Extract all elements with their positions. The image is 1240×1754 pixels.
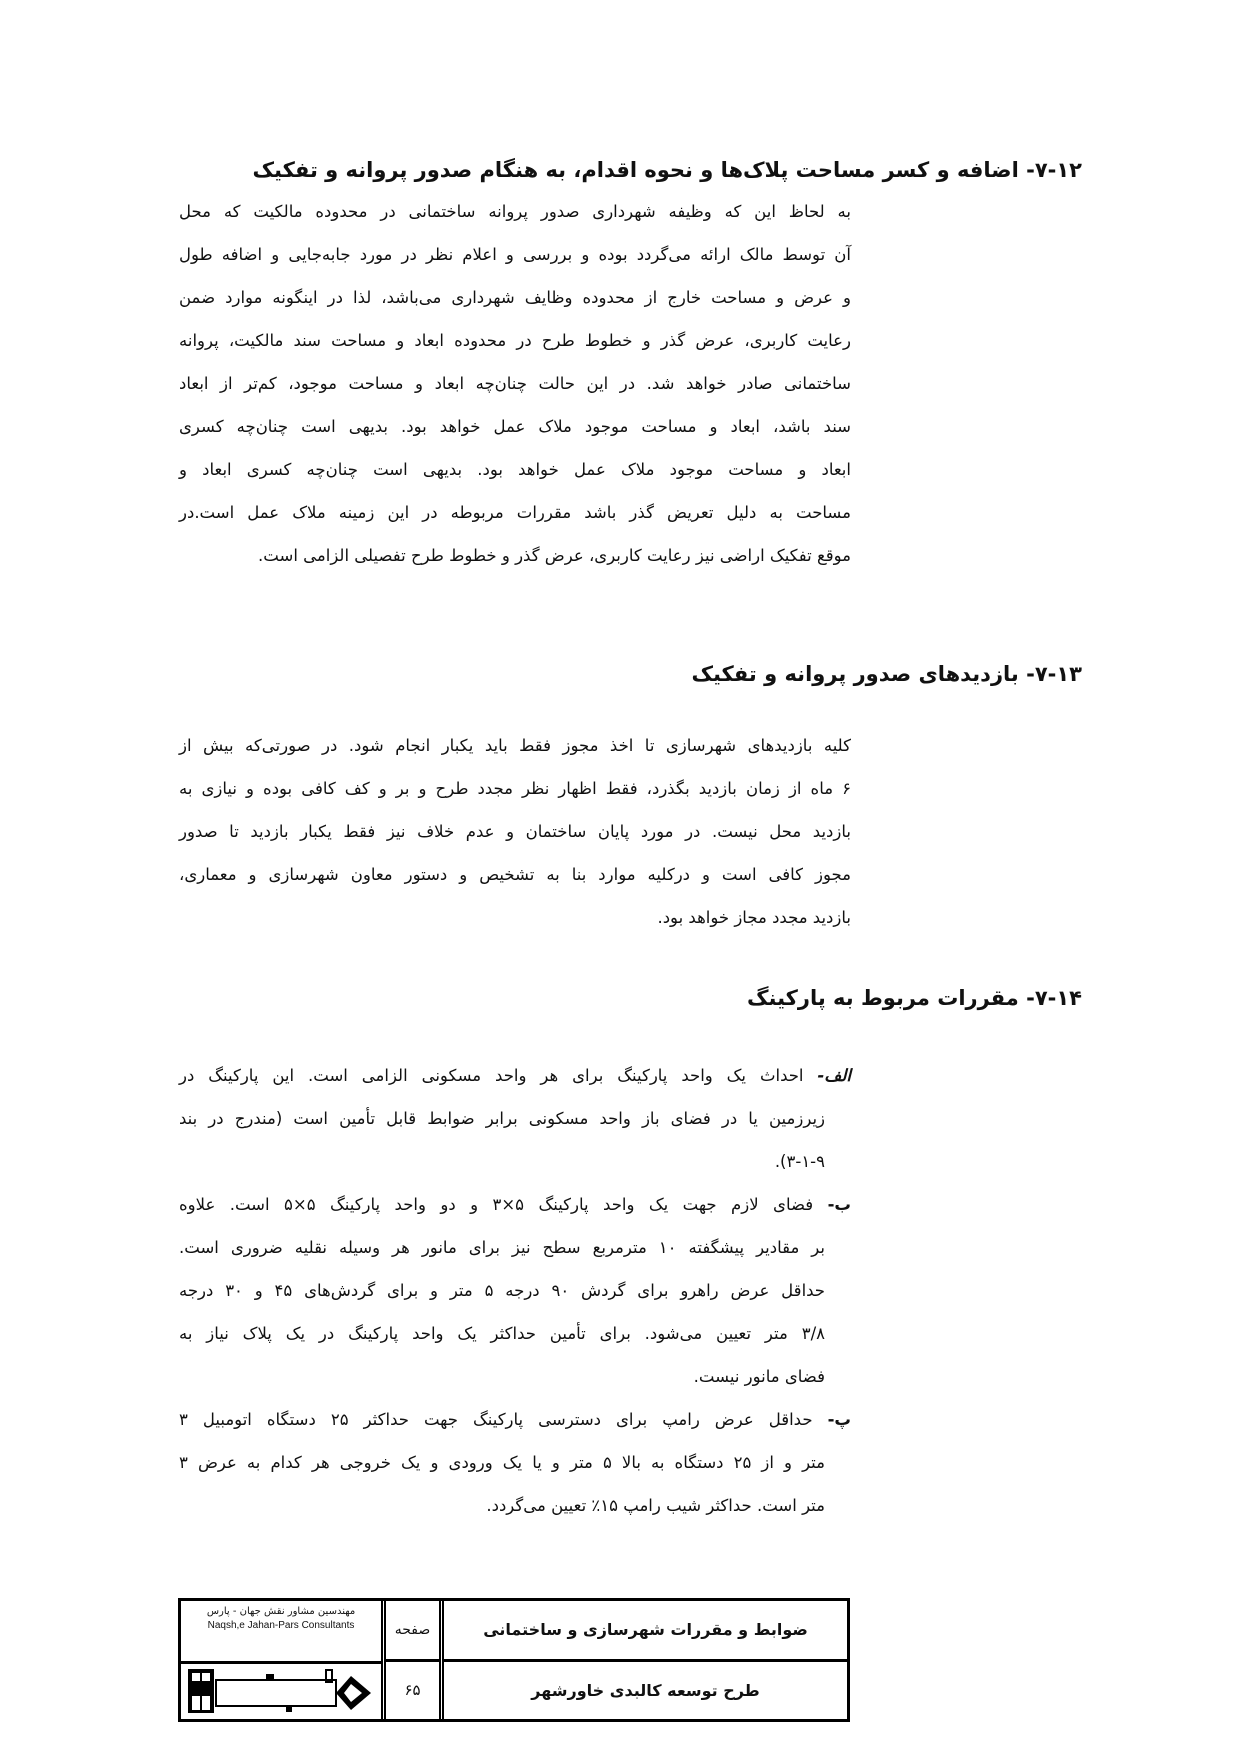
- text-line: مساحت به دلیل تعریض گذر باشد مقررات مربوطه در این زمینه ملاک عمل است.در: [179, 503, 851, 522]
- text-line: حداقل عرض راهرو برای گردش ۹۰ درجه ۵ متر و برای گردش‌های ۴۵ و ۳۰ درجه: [179, 1281, 826, 1300]
- text-line: بازدید مجدد مجاز خواهد بود.: [657, 908, 851, 927]
- section-heading-7-14: ۷-۱۴- مقررات مربوط به پارکینگ: [747, 986, 1082, 1010]
- text-line: موقع تفکیک اراضی نیز رعایت کاربری، عرض گذر و خطوط طرح تفصیلی الزامی است.: [258, 546, 851, 565]
- text-line: فضای مانور نیست.: [693, 1367, 825, 1386]
- company-name-en: Naqsh,e Jahan-Pars Consultants: [207, 1620, 355, 1631]
- text-line: احداث یک واحد پارکینگ برای هر واحد مسکونی الزامی است. این پارکینگ در: [179, 1066, 804, 1085]
- text-line: متر است. حداکثر شیب رامپ ۱۵٪ تعیین می‌گردد.: [486, 1496, 825, 1515]
- list-item-alef: [179, 1054, 851, 1183]
- section-heading-7-13: ۷-۱۳- بازدیدهای صدور پروانه و تفکیک: [691, 662, 1082, 686]
- text-line: سند باشد، ابعاد و مساحت موجود ملاک عمل خواهد بود. بدیهی است چنان‌چه کسری: [179, 417, 851, 436]
- text-line: مجوز کافی است و درکلیه موارد بنا به تشخیص و دستور معاون شهرسازی و معماری،: [179, 865, 851, 884]
- section-7-13-paragraph: [179, 724, 851, 939]
- item-label: ب-: [827, 1195, 852, 1214]
- section-7-14-items: [179, 1054, 851, 1527]
- section-heading-7-12: ۷-۱۲- اضافه و کسر مساحت پلاک‌ها و نحوه اقدام، به هنگام صدور پروانه و تفکیک: [252, 158, 1082, 182]
- item-label: پ-: [827, 1410, 851, 1429]
- text-line: آن توسط مالک ارائه می‌گردد بوده و بررسی و اعلام نظر در مورد جابه‌جایی و اضافه طول: [179, 245, 851, 264]
- text-line: ابعاد و مساحت موجود ملاک عمل خواهد بود. بدیهی است چنان‌چه کسری ابعاد و: [179, 460, 851, 479]
- item-label: الف-: [817, 1066, 851, 1085]
- consultant-logo-box: [181, 1601, 386, 1719]
- text-line: ساختمانی صادر خواهد شد. در این حالت چنان‌چه ابعاد و مساحت موجود، کم‌تر از ابعاد: [179, 374, 851, 393]
- section-7-12-paragraph: [179, 190, 851, 577]
- document-title-box: [444, 1601, 847, 1719]
- page-number: ۶۵: [386, 1659, 439, 1720]
- text-line: و عرض و مساحت خارج از محدوده وظایف شهرداری می‌باشد، لذا در اینگونه موارد ضمن: [179, 288, 851, 307]
- page-number-box: [386, 1601, 444, 1719]
- text-line: زیرزمین یا در فضای باز واحد مسکونی برابر ضوابط قابل تأمین است (مندرج در بند: [179, 1109, 825, 1128]
- text-line: فضای لازم جهت یک واحد پارکینگ ۵×۳ و دو واحد پارکینگ ۵×۵ است. علاوه: [179, 1195, 814, 1214]
- document-title: ضوابط و مقررات شهرسازی و ساختمانی: [483, 1620, 808, 1640]
- list-item-pe: [179, 1398, 851, 1527]
- text-line: ۳/۸ متر تعیین می‌شود. برای تأمین حداکثر یک واحد پارکینگ در یک پلاک نیاز به: [179, 1324, 825, 1343]
- list-item-be: [179, 1183, 851, 1398]
- text-line: کلیه بازدیدهای شهرسازی تا اخذ مجوز فقط باید یکبار انجام شود. در صورتی‌که بیش از: [179, 736, 851, 755]
- text-line: بازدید محل نیست. در مورد پایان ساختمان و عدم خلاف نیز فقط یکبار بازدید تا صدور: [179, 822, 851, 841]
- text-line: بر مقادیر پیشگفته ۱۰ مترمربع سطح نیز برای مانور هر وسیله نقلیه ضروری است.: [179, 1238, 825, 1257]
- text-line: حداقل عرض رامپ برای دسترسی پارکینگ جهت حداکثر ۲۵ دستگاه اتومبیل ۳: [179, 1410, 813, 1429]
- company-logo-icon: [181, 1661, 381, 1720]
- page-label: صفحه: [394, 1621, 431, 1638]
- text-line: رعایت کاربری، عرض گذر و خطوط طرح در محدوده ابعاد و مساحت سند مالکیت، پروانه: [179, 331, 851, 350]
- project-title: طرح توسعه کالبدی خاورشهر: [444, 1659, 847, 1720]
- page-footer: [178, 1598, 850, 1722]
- company-name-fa: مهندسین مشاور نقش جهان - پارس: [206, 1606, 356, 1617]
- text-line: ۳-۱-۹).: [774, 1152, 825, 1171]
- text-line: متر و از ۲۵ دستگاه به بالا ۵ متر و یا یک ورودی و یک خروجی هر کدام به عرض ۳: [179, 1453, 825, 1472]
- text-line: به لحاظ این که وظیفه شهرداری صدور پروانه ساختمانی در محدوده مالکیت که محل: [179, 202, 851, 221]
- text-line: ۶ ماه از زمان بازدید بگذرد، فقط اظهار نظر مجدد طرح و بر و کف کافی بوده و نیازی به: [179, 779, 851, 798]
